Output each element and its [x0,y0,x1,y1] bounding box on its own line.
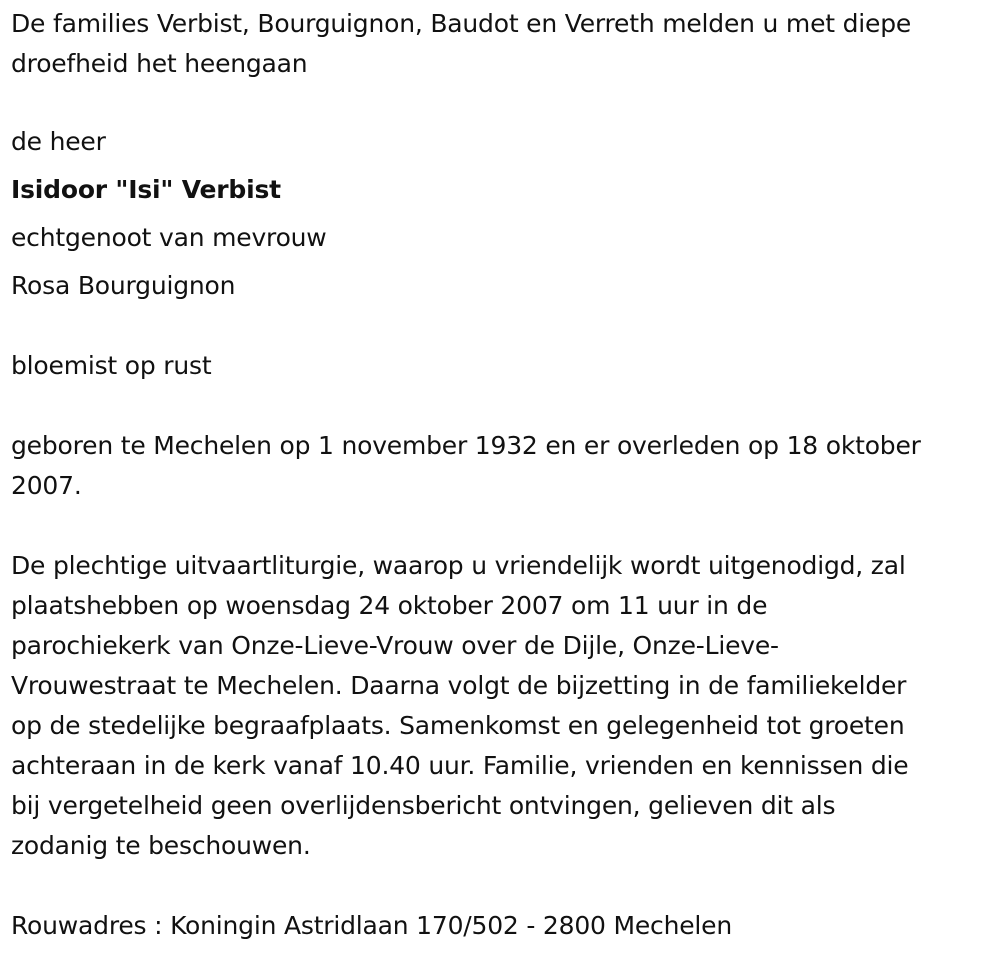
funeral-line: achteraan in de kerk vanaf 10.40 uur. Familie, vrienden en kennissen die [11,751,909,780]
occupation: bloemist op rust [11,351,212,380]
funeral-line: zodanig te beschouwen. [11,831,311,860]
spacer [11,506,996,546]
spouse-line-2: Rosa Bourguignon [11,271,236,300]
mourning-address: Rouwadres : Koningin Astridlaan 170/502 - 2800 Mechelen [11,911,732,940]
funeral-line: bij vergetelheid geen overlijdensbericht ontvingen, gelieven dit als [11,791,836,820]
birth-death-line-2: 2007. [11,471,82,500]
spacer [11,866,996,906]
intro-line-2: droefheid het heengaan [11,49,308,78]
spouse-line-1: echtgenoot van mevrouw [11,223,327,252]
spacer [11,84,996,124]
death-notice [11,4,996,946]
intro-line-1: De families Verbist, Bourguignon, Baudot en Verreth melden u met diepe [11,9,912,38]
spacer [11,306,996,346]
funeral-line: op de stedelijke begraafplaats. Samenkomst en gelegenheid tot groeten [11,711,905,740]
birth-death-line-1: geboren te Mechelen op 1 november 1932 en er overleden op 18 oktober [11,431,921,460]
funeral-line: parochiekerk van Onze-Lieve-Vrouw over de Dijle, Onze-Lieve- [11,631,779,660]
funeral-line: plaatshebben op woensdag 24 oktober 2007 om 11 uur in de [11,591,768,620]
spacer [11,386,996,426]
funeral-line: De plechtige uitvaartliturgie, waarop u vriendelijk wordt uitgenodigd, zal [11,551,906,580]
deceased-name: Isidoor "Isi" Verbist [11,175,281,204]
funeral-line: Vrouwestraat te Mechelen. Daarna volgt de bijzetting in de familiekelder [11,671,907,700]
funeral-paragraph [11,546,996,866]
salutation: de heer [11,127,106,156]
